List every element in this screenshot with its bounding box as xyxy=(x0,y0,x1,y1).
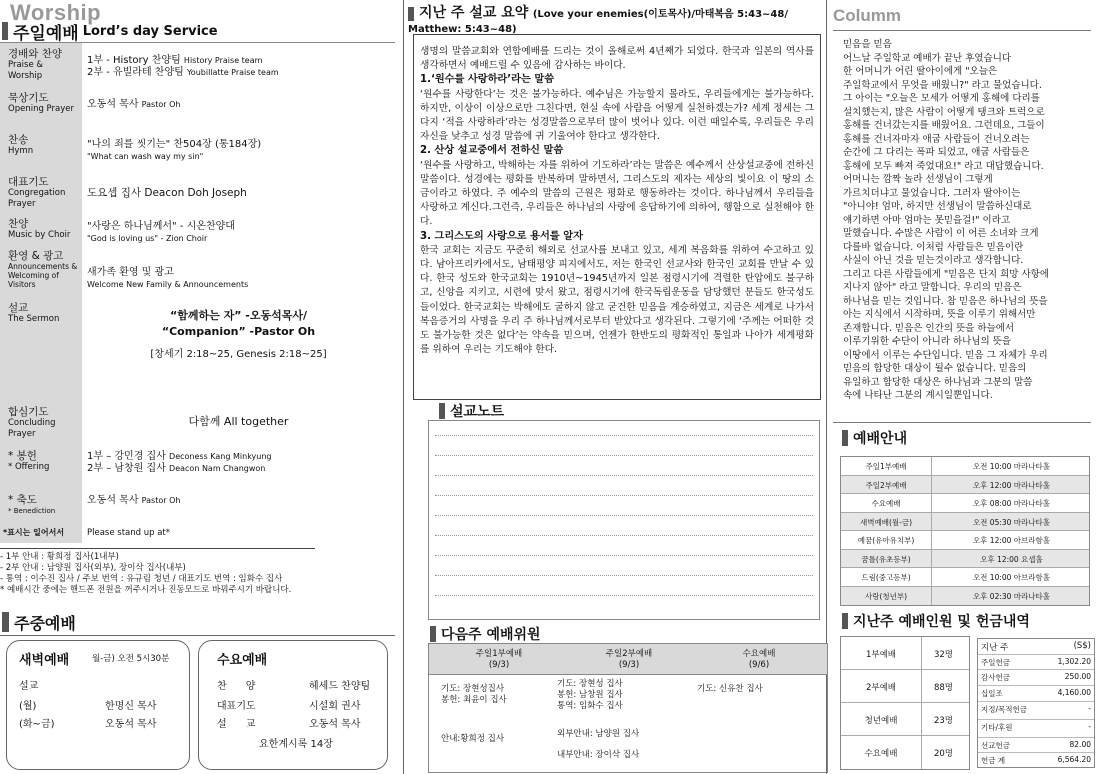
attendance-offering-title xyxy=(840,611,1030,631)
schedule-row xyxy=(841,513,1089,532)
schedule-name: 사랑(청년부) xyxy=(864,591,908,601)
sermon-scripture: [창세기 2:18~25, Genesis 2:18~25] xyxy=(150,349,327,360)
schedule-time: 오전 05:30 마라나타홀 xyxy=(931,513,1091,531)
title-bar-marker xyxy=(430,626,436,642)
dawn-day-label: (월) xyxy=(19,701,37,712)
dawn-preacher: 오동석 목사 xyxy=(105,719,157,730)
order-value-line: 1부 - History 찬양팀 xyxy=(87,55,181,66)
order-value-line: 도요셉 집사 Deacon Doh Joseph xyxy=(87,187,247,199)
servers-col-2 xyxy=(557,679,623,712)
order-label-en: Opening Prayer xyxy=(8,104,74,114)
attendance-service: 수요예배 xyxy=(864,749,898,759)
order-label xyxy=(8,303,83,325)
servers-header-name: 주일1부예배 xyxy=(475,649,523,659)
sermon-paragraph: 생명의 말씀교회와 연합예배를 드리는 것이 올해로써 4년째가 되었다. 한국과 일본의 역사를 생각하면서 예배드릴 수 있음에 감사하는 바이다. xyxy=(420,46,814,72)
dawn-day-label: (화~금) xyxy=(19,719,55,730)
servers-header-cell xyxy=(569,649,689,671)
schedule-row xyxy=(841,568,1089,587)
order-label-kr: 찬양 xyxy=(8,218,29,230)
wednesday-role-value: 헤세드 찬양팀 xyxy=(309,681,371,692)
order-label xyxy=(8,177,83,210)
sermon-summary-title-en: (Love your enemies(이토목사)/마태복음 5:43~48/ xyxy=(532,9,788,20)
sermon-summary-body xyxy=(413,34,821,400)
order-value-line: 오동석 목사 xyxy=(87,99,139,110)
offering-row xyxy=(978,655,1094,670)
attendance-table xyxy=(840,636,970,770)
order-label-kr: * 축도 xyxy=(8,494,37,506)
note-line xyxy=(435,475,813,476)
server-entry: 기도: 신유찬 집사 xyxy=(697,684,763,694)
order-value-line: 다함께 All together xyxy=(188,415,289,428)
order-label xyxy=(8,251,83,289)
server-entry: 안내:황희정 집사 xyxy=(441,734,505,744)
server-entry: 봉헌: 남창원 집사 xyxy=(557,690,623,700)
wednesday-role-label: 대표기도 xyxy=(217,701,256,712)
note-line xyxy=(435,535,813,536)
servers-header-cell xyxy=(439,649,559,671)
schedule-time: 오후 12:00 마라나타홀 xyxy=(931,476,1091,494)
schedule-time: 오후 08:00 마라나타홀 xyxy=(931,494,1091,512)
order-value-line: 2부 – 남창원 집사 xyxy=(87,463,166,474)
dawn-service-title: 새벽예배 xyxy=(19,653,70,668)
offering-row xyxy=(978,738,1094,753)
schedule-time: 오후 02:30 마라나타홀 xyxy=(931,587,1091,605)
wednesday-scripture: 요한계시록 14장 xyxy=(259,739,333,750)
order-label-kr: 묵상기도 xyxy=(8,92,49,104)
server-entry: 통역: 임화수 집사 xyxy=(557,701,623,711)
schedule-row xyxy=(841,494,1089,513)
order-value-en: History Praise team xyxy=(183,56,263,65)
servers-table-header xyxy=(429,644,827,675)
next-week-servers-title-text: 다음주 예배위원 xyxy=(441,627,541,643)
order-value xyxy=(87,55,279,79)
server-entry: 내부안내: 장이삭 집사 xyxy=(557,750,640,760)
order-label-en: Announcements & Welcoming of Visitors xyxy=(8,262,78,289)
note-line xyxy=(435,575,813,576)
schedule-time: 오전 10:00 아브라함홀 xyxy=(931,568,1091,586)
note-line: * 예배시간 중에는 핸드폰 전원을 꺼주시거나 진동모드로 바꿔주시기 바랍니다. xyxy=(0,585,292,595)
offering-amount: 1,302.20 xyxy=(1057,657,1091,666)
title-bar-marker xyxy=(408,7,414,21)
schedule-name: 주일2부예배 xyxy=(865,480,907,490)
offering-type: 십일조 xyxy=(981,689,1003,698)
attendance-row xyxy=(841,736,969,769)
dawn-preacher: 한명신 목사 xyxy=(105,701,157,712)
offering-row xyxy=(978,670,1094,686)
note-line xyxy=(435,555,813,556)
wednesday-role-value: 오동석 목사 xyxy=(309,719,361,730)
offering-type: 주일헌금 xyxy=(981,658,1010,667)
attendance-count: 32명 xyxy=(921,637,969,670)
next-week-servers-table xyxy=(428,643,828,773)
order-value xyxy=(87,451,272,475)
wednesday-service-box xyxy=(198,640,388,770)
offering-currency: (S$) xyxy=(1073,641,1091,651)
order-label-kr: 환영 & 광고 xyxy=(8,250,64,262)
order-value-en: Pastor Oh xyxy=(141,100,181,109)
offering-type: 선교헌금 xyxy=(981,741,1010,750)
schedule-row xyxy=(841,550,1089,569)
order-label-kr: * 봉헌 xyxy=(8,450,37,462)
offering-amount: 6,564.20 xyxy=(1057,755,1091,764)
servers-header-date: (9/6) xyxy=(748,660,770,670)
sermon-heading: 1.‘원수를 사랑하라’라는 말씀 xyxy=(420,74,555,86)
note-line xyxy=(435,455,813,456)
schedule-time: 오전 10:00 마라나타홀 xyxy=(931,457,1091,475)
order-value-line: 2부 - 유빌라테 찬양팀 xyxy=(87,67,184,78)
order-label-en: * Offering xyxy=(8,462,50,472)
order-value-line: 새가족 환영 및 광고 xyxy=(87,267,174,278)
attendance-offering-title-text: 지난주 예배인원 및 헌금내역 xyxy=(853,614,1030,630)
schedule-name: 예꿈(유아유치부) xyxy=(857,536,915,545)
note-line xyxy=(435,435,813,436)
sermon-paragraph: 한국 교회는 지금도 꾸준히 해외로 선교사를 보내고 있고, 세계 복음화를 위하여 수고하고 있다. 남아프리카에서도, 남태평양 피지에서도, 저는 한국인 선교사와 한국인 교회를 만날 수 있다. 한국 성도와 한국교회는 1910년~1945년까지 일본 점령시기에 격렬한 탄압에도 불구하고, 신앙을 지키고, 시련에 맞서 왔고, 점령시기에 한국독립운동을 담당했던 분들도 한국성도들이었다. 한국교회는 박해에도 굴하지 않고 굳건한 믿음을 계승하였고, 지금은 세계로 나가서 복음증거의 사명을 우리 주 하나님께서로부터 받았다고 생각된다. 그렇기에 ‘주께는 어떠한 것도 불가능한 것은 없다’는 약속을 믿으며, 언젠가 한반도의 평화적인 통일과 나아가 세계평화를 위하여 우리는 기도해야 한다. xyxy=(420,244,814,356)
order-label xyxy=(8,49,83,82)
dawn-service-box xyxy=(6,640,190,770)
offering-row xyxy=(978,720,1094,738)
order-label-en: * Benediction xyxy=(8,507,56,515)
note-line: - 1부 안내 : 황희정 집사(1내부) xyxy=(0,552,119,562)
sermon-notes-area[interactable] xyxy=(428,420,820,620)
order-value-en: "God is loving us" - Zion Choir xyxy=(87,234,208,243)
order-label-kr: 경배와 찬양 xyxy=(8,48,63,60)
offering-header-label: 지난 주 xyxy=(981,643,1009,653)
order-value-en: Youbillatte Praise team xyxy=(186,68,279,77)
offering-row xyxy=(978,686,1094,702)
schedule-name: 주일1부예배 xyxy=(865,462,907,471)
offering-amount: - xyxy=(1088,722,1091,731)
sunday-service-title xyxy=(0,20,395,42)
offering-header xyxy=(978,639,1094,655)
worship-schedule-table xyxy=(840,456,1090,606)
wednesday-role-value: 시설회 권사 xyxy=(309,701,361,712)
wednesday-role-label: 찬 양 xyxy=(217,681,256,692)
order-value xyxy=(87,99,180,111)
order-value-en: "What can wash way my sin" xyxy=(87,152,204,161)
worship-schedule-title xyxy=(840,428,907,448)
order-label xyxy=(8,219,83,241)
next-week-servers-title xyxy=(428,624,541,644)
server-entry: 기도: 장현성집사 xyxy=(441,684,505,694)
order-label-en: The Sermon xyxy=(8,314,60,324)
attendance-row xyxy=(841,703,969,736)
sermon-notes-title xyxy=(437,401,504,421)
note-line xyxy=(435,515,813,516)
sermon-summary-title-kr: 지난 주 설교 요약 xyxy=(419,5,529,21)
order-label-en: Praise & Worship xyxy=(8,60,44,81)
column-article: 믿음을 믿음 어느날 주일학교 예배가 끝난 후였습니다 한 어머니가 어린 딸아이에게 "오늘은 주일학교에서 무엇을 배웠니?" 라고 물었습니다. 그 아이는 "오늘은 모세가 어떻게 홍해에 다리를 설치했는지, 많은 사람이 어떻게 탱크와 트럭으로 홍해를 건너갔는지를 배웠어요. 그런데요, 그들이 홍해를 건너자마자 애굽 사람들이 건너오려는 순간에 그 다리는 폭파 되었고, 애굽 사람들은 홍해에 모두 빠져 죽었대요!" 라고 대답했습니다. 어머니는 깜짝 놀라 선생님이 그렇게 가르치더냐고 물었습니다. 그러자 딸아이는 "아니야! 엄마, 하지만 선생님이 말씀하신대로 얘기하면 아마 엄마는 못믿을걸!" 이라고 말했습니다. 수많은 사람이 이 어른 소녀와 크게 다를바 없습니다. 이처럼 사람들은 믿음이란 사실이 아닌 것을 믿는것이라고 생각합니다. 그리고 다른 사람들에게 "믿음은 단지 희망 사항에 지나지 않아" 라고 말합니다. 우리의 믿음은 하나님을 믿는 것입니다. 참 믿음은 하나님의 뜻을 아는 지식에서 시작하며, 뜻을 이루기 위해서만 존재합니다. 믿음은 인간의 뜻을 하늘에서 이루기위한 수단이 아니라 하나님의 뜻을 이땅에서 이루는 수단입니다. 믿음 그 자체가 우리 믿음의 합당한 대상이 될수 없습니다. 믿음의 유일하고 합당한 대상은 하나님과 그분의 말씀 속에 나타난 그분의 계시일뿐입니다. xyxy=(843,39,1050,401)
offering-type: 지정/목적헌금 xyxy=(981,705,1027,714)
order-label-kr: 찬송 xyxy=(8,134,29,146)
offering-amount: 250.00 xyxy=(1064,672,1091,681)
note-line xyxy=(435,495,813,496)
note-line: - 통역 : 이수진 집사 / 주보 번역 : 유규림 청년 / 대표기도 번역 : 임화수 집사 xyxy=(0,574,283,584)
title-bar-marker xyxy=(2,22,8,40)
servers-col-1 xyxy=(441,684,507,706)
order-value xyxy=(87,139,261,163)
order-label xyxy=(8,93,83,115)
attendance-service: 1부예배 xyxy=(865,650,897,660)
sermon-summary-title-en-2: Matthew: 5:43~48) xyxy=(408,24,517,35)
attendance-service: 청년예배 xyxy=(864,716,898,726)
column-heading-rule xyxy=(833,30,1091,31)
servers-header-date: (9/3) xyxy=(488,660,510,670)
order-value-line: "나의 죄를 씻기는" 찬504장 (통184장) xyxy=(87,139,262,150)
weekday-service-title xyxy=(0,610,395,634)
offering-amount: - xyxy=(1088,704,1091,713)
note-line: - 2부 안내 : 남양원 집사(외부), 장이삭 집사(내부) xyxy=(0,563,186,573)
schedule-name: 새벽예배(월-금) xyxy=(859,517,913,527)
schedule-time: 오후 12:00 요셉홀 xyxy=(931,550,1091,568)
notes-divider xyxy=(0,548,315,549)
order-value-line: 오동석 목사 xyxy=(87,495,139,506)
server-entry: 봉헌: 최윤이 집사 xyxy=(441,695,507,705)
order-label-kr: 설교 xyxy=(8,302,29,314)
order-label xyxy=(8,135,83,157)
attendance-count: 23명 xyxy=(921,703,969,736)
order-value xyxy=(87,495,180,507)
attendance-count: 20명 xyxy=(921,736,969,769)
order-label-en: Hymn xyxy=(8,146,34,156)
sermon-heading: 3. 그리스도의 사랑으로 용서를 알자 xyxy=(420,230,583,242)
sermon-notes-title-text: 설교노트 xyxy=(450,404,505,420)
schedule-row xyxy=(841,587,1089,606)
servers-header-name: 주일2부예배 xyxy=(605,649,653,659)
column-divider xyxy=(833,422,1091,423)
weekday-service-title-text: 주중예배 xyxy=(14,613,76,633)
sermon-summary-title xyxy=(408,6,823,37)
order-label-en: Music by Choir xyxy=(8,230,71,240)
schedule-name: 꿈틀(유초등부) xyxy=(861,554,911,564)
offering-type: 헌금 계 xyxy=(981,756,1006,765)
schedule-name: 수요예배 xyxy=(871,499,901,508)
offering-total-row xyxy=(978,753,1094,768)
schedule-row xyxy=(841,457,1089,476)
title-bar-marker xyxy=(439,403,445,419)
title-bar-marker xyxy=(842,430,848,446)
schedule-name: 드림(중고등부) xyxy=(861,573,911,582)
servers-header-cell xyxy=(699,649,819,671)
offering-amount: 4,160.00 xyxy=(1057,688,1091,697)
dawn-sermon-label: 설교 xyxy=(19,681,39,692)
note-line xyxy=(435,595,813,596)
order-label-kr: *표시는 일어서서 xyxy=(3,528,65,537)
worship-heading: Worship xyxy=(10,0,102,25)
server-entry: 외부안내: 남양원 집사 xyxy=(557,729,640,739)
worship-schedule-title-text: 예배안내 xyxy=(853,431,908,447)
order-label xyxy=(8,495,83,517)
order-label-en: Concluding Prayer xyxy=(8,418,56,439)
sermon-title-kr: “함께하는 자” -오동석목사/ xyxy=(170,309,307,322)
attendance-row xyxy=(841,670,969,703)
order-label-kr: 합심기도 xyxy=(8,406,49,418)
server-entry: 기도: 장현성 집사 xyxy=(557,679,623,689)
schedule-time: 오후 12:00 아브라함홀 xyxy=(931,531,1091,549)
service-notes xyxy=(0,552,400,596)
sermon-heading: 2. 산상 설교중에서 전하신 말씀 xyxy=(420,145,564,157)
sunday-service-title-en: Lord’s day Service xyxy=(82,23,218,39)
order-label xyxy=(8,451,83,473)
servers-header-name: 수요예배 xyxy=(742,649,776,659)
offering-type: 기타/후원 xyxy=(981,723,1013,732)
order-label-kr: 대표기도 xyxy=(8,176,49,188)
sermon-paragraph: ‘원수를 사랑한다’는 것은 불가능하다. 예수님은 가능할지 몰라도, 우리들에게는 불가능하다. 하지만, 이상이 이상으로만 그친다면, 현실 속에 사람을 어떻게 실천하겠는가? 세계 정세는 그다지 ‘적을 사랑하라’라는 성경말씀으로부터 많이 벗어나 있다. 이런 때일수록, 우리들은 우리 자신을 낮추고 성경 말씀에 귀 기울여야 한다고 생각한다. xyxy=(420,88,814,143)
wednesday-service-title: 수요예배 xyxy=(217,653,268,668)
title-bar-marker xyxy=(842,613,848,629)
order-value-line: Please stand up at* xyxy=(87,528,171,538)
attendance-service: 2부예배 xyxy=(865,683,897,693)
dawn-service-time: 월-금) 오전 5시30분 xyxy=(92,654,170,664)
offering-type: 감사헌금 xyxy=(981,673,1010,682)
title-bar-marker xyxy=(2,612,9,632)
order-label xyxy=(8,407,83,440)
column-heading: Columm xyxy=(833,6,901,25)
sunday-service-title-kr: 주일예배 xyxy=(13,23,79,44)
offering-row xyxy=(978,702,1094,720)
offering-amount: 82.00 xyxy=(1069,740,1091,749)
order-value xyxy=(87,267,248,291)
schedule-row xyxy=(841,531,1089,550)
service-order xyxy=(0,42,395,542)
servers-header-date: (9/3) xyxy=(618,660,640,670)
order-value-line: "사랑은 하나님께서" - 시온찬양대 xyxy=(87,221,235,232)
sermon-title-en: “Companion” -Pastor Oh xyxy=(161,325,316,338)
order-label-en: Congregation Prayer xyxy=(8,188,66,209)
order-value-en: Deacon Nam Changwon xyxy=(169,464,266,473)
order-value xyxy=(87,221,235,245)
offering-table xyxy=(977,638,1095,768)
order-value-line: 1부 – 강민경 집사 xyxy=(87,451,166,462)
order-value-en: Pastor Oh xyxy=(141,496,181,505)
attendance-row xyxy=(841,637,969,670)
wednesday-role-label: 설 교 xyxy=(217,719,256,730)
attendance-count: 88명 xyxy=(921,670,969,703)
sermon-paragraph: ‘원수를 사랑하고, 박해하는 자를 위하여 기도하라’라는 말씀은 예수께서 산상설교중에 전하신 말씀이다. 성경에는 평화를 반복하며 말하면서, 그리스도의 제자는 세상의 빛이요 이 땅의 소금이라고 하였다. 주 예수의 말씀의 근원은 평화로 행동하라는 것이다. 하나님께서 우리들을 사랑하고 계신다.그런즉, 우리들은 하나님의 사랑에 응답하기에 의하여, 행함으로 실천해야 한다. xyxy=(420,159,814,228)
order-value-en: Deconess Kang Minkyung xyxy=(169,452,272,461)
schedule-row xyxy=(841,476,1089,495)
column-divider-left xyxy=(403,0,404,774)
weekday-divider xyxy=(0,635,395,636)
order-value-en: Welcome New Family & Announcements xyxy=(87,280,249,289)
